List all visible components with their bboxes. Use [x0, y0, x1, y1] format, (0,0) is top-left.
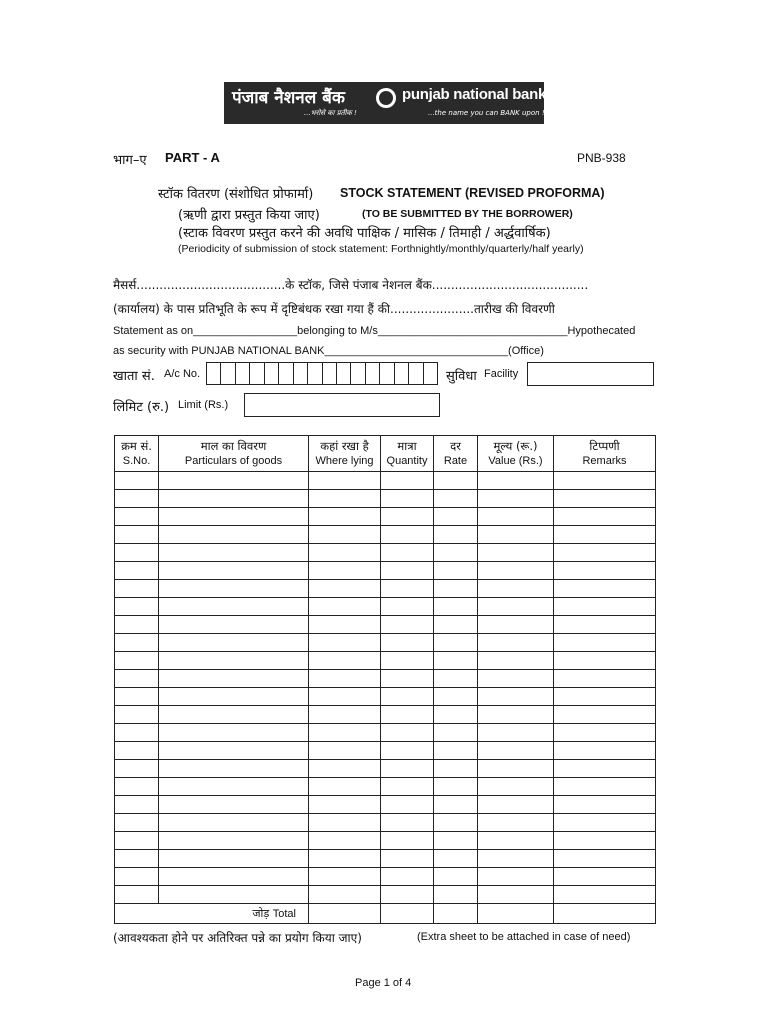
- table-cell[interactable]: [115, 544, 159, 562]
- table-cell[interactable]: [115, 526, 159, 544]
- limit-label-english: Limit (Rs.): [178, 399, 229, 411]
- logo-hindi-name: पंजाब नैशनल बैंक: [232, 88, 345, 108]
- table-cell[interactable]: [478, 688, 554, 706]
- table-cell[interactable]: [478, 634, 554, 652]
- table-cell[interactable]: [434, 598, 478, 616]
- security-line: as security with PUNJAB NATIONAL BANK______________________________(Office): [113, 345, 544, 357]
- table-cell[interactable]: [554, 544, 656, 562]
- table-cell[interactable]: [381, 760, 434, 778]
- table-cell[interactable]: [434, 796, 478, 814]
- table-row: [115, 868, 656, 886]
- table-cell[interactable]: [554, 490, 656, 508]
- table-row: [115, 670, 656, 688]
- table-cell[interactable]: [309, 472, 381, 490]
- table-cell[interactable]: [381, 796, 434, 814]
- table-cell[interactable]: [159, 850, 309, 868]
- table-cell[interactable]: [309, 742, 381, 760]
- table-cell[interactable]: [159, 526, 309, 544]
- table-cell[interactable]: [478, 886, 554, 904]
- table-cell[interactable]: [381, 508, 434, 526]
- table-cell[interactable]: [554, 688, 656, 706]
- table-cell[interactable]: [434, 472, 478, 490]
- table-row: [115, 580, 656, 598]
- table-cell[interactable]: [478, 670, 554, 688]
- table-cell[interactable]: [478, 490, 554, 508]
- table-cell[interactable]: [478, 760, 554, 778]
- account-label-english: A/c No.: [164, 368, 201, 380]
- table-cell[interactable]: [554, 634, 656, 652]
- table-cell[interactable]: [381, 724, 434, 742]
- table-cell[interactable]: [381, 706, 434, 724]
- table-cell[interactable]: [309, 634, 381, 652]
- table-cell[interactable]: [381, 850, 434, 868]
- table-cell[interactable]: [434, 508, 478, 526]
- page-number: Page 1 of 4: [355, 977, 412, 989]
- bank-logo: [224, 82, 547, 124]
- part-label-hindi: भाग–ए: [113, 153, 147, 168]
- table-cell[interactable]: [381, 544, 434, 562]
- title-hindi: स्टॉक वितरण (संशोधित प्रोफार्मा): [158, 187, 314, 202]
- table-cell[interactable]: [478, 616, 554, 634]
- table-cell[interactable]: [478, 742, 554, 760]
- table-cell[interactable]: [478, 724, 554, 742]
- table-row: [115, 652, 656, 670]
- table-cell[interactable]: [434, 742, 478, 760]
- logo-english-tagline: ...the name you can BANK upon !: [428, 109, 545, 117]
- table-cell[interactable]: [434, 670, 478, 688]
- total-label: जोड़ Total: [115, 904, 309, 924]
- table-cell[interactable]: [309, 778, 381, 796]
- table-cell[interactable]: [434, 688, 478, 706]
- table-cell[interactable]: [159, 634, 309, 652]
- table-cell[interactable]: [159, 832, 309, 850]
- account-label-hindi: खाता सं.: [113, 369, 155, 384]
- table-cell[interactable]: [381, 832, 434, 850]
- table-cell[interactable]: [115, 652, 159, 670]
- table-body: [115, 472, 656, 904]
- pnb-emblem-icon: [376, 88, 396, 108]
- table-row: [115, 760, 656, 778]
- table-cell[interactable]: [159, 544, 309, 562]
- table-cell[interactable]: [159, 562, 309, 580]
- office-line: (कार्यालय) के पास प्रतिभूति के रूप में दृष्टिबंधक रखा गया हैं की......................तारीख की विवरणी: [113, 302, 555, 316]
- table-cell[interactable]: [554, 616, 656, 634]
- table-cell[interactable]: [309, 868, 381, 886]
- table-cell[interactable]: [159, 742, 309, 760]
- table-cell[interactable]: [159, 814, 309, 832]
- table-row: [115, 832, 656, 850]
- table-row: [115, 850, 656, 868]
- table-cell[interactable]: [434, 526, 478, 544]
- table-cell[interactable]: [309, 814, 381, 832]
- table-cell[interactable]: [554, 508, 656, 526]
- table-cell[interactable]: [159, 472, 309, 490]
- table-cell[interactable]: [554, 760, 656, 778]
- table-cell[interactable]: [434, 706, 478, 724]
- table-cell[interactable]: [115, 670, 159, 688]
- table-cell[interactable]: [478, 508, 554, 526]
- table-cell[interactable]: [434, 724, 478, 742]
- table-cell[interactable]: [381, 490, 434, 508]
- col-header-sno: क्रम सं. S.No.: [115, 436, 159, 472]
- table-cell[interactable]: [381, 886, 434, 904]
- table-cell[interactable]: [159, 724, 309, 742]
- table-cell[interactable]: [115, 580, 159, 598]
- table-cell[interactable]: [159, 652, 309, 670]
- table-cell[interactable]: [478, 472, 554, 490]
- table-cell[interactable]: [554, 814, 656, 832]
- table-cell[interactable]: [115, 472, 159, 490]
- table-cell[interactable]: [434, 814, 478, 832]
- table-cell[interactable]: [309, 508, 381, 526]
- table-cell[interactable]: [159, 670, 309, 688]
- table-row: [115, 796, 656, 814]
- table-cell[interactable]: [381, 742, 434, 760]
- table-cell[interactable]: [159, 688, 309, 706]
- table-cell[interactable]: [478, 598, 554, 616]
- table-cell[interactable]: [309, 724, 381, 742]
- table-cell[interactable]: [478, 814, 554, 832]
- stock-table: [114, 435, 656, 924]
- table-cell[interactable]: [309, 886, 381, 904]
- subtitle-hindi: (ऋणी द्वारा प्रस्तुत किया जाए): [178, 208, 320, 223]
- total-cell[interactable]: [309, 904, 381, 924]
- table-cell[interactable]: [115, 832, 159, 850]
- table-cell[interactable]: [159, 508, 309, 526]
- table-cell[interactable]: [434, 580, 478, 598]
- col-header-rate: दर Rate: [434, 436, 478, 472]
- table-cell[interactable]: [309, 796, 381, 814]
- table-cell[interactable]: [159, 598, 309, 616]
- table-cell[interactable]: [381, 616, 434, 634]
- messrs-line: मैसर्स.......................................के स्टॉक, जिसे पंजाब नेशनल बैंक.........................................: [113, 278, 589, 292]
- extra-sheet-note-hindi: (आवश्यकता होने पर अतिरिक्त पन्ने का प्रयोग किया जाए): [113, 931, 362, 945]
- table-cell[interactable]: [434, 886, 478, 904]
- table-row: [115, 778, 656, 796]
- table-cell[interactable]: [309, 850, 381, 868]
- col-header-remarks: टिप्पणी Remarks: [554, 436, 656, 472]
- table-cell[interactable]: [554, 724, 656, 742]
- table-cell[interactable]: [159, 706, 309, 724]
- table-cell[interactable]: [309, 832, 381, 850]
- title-english: STOCK STATEMENT (REVISED PROFORMA): [340, 186, 605, 200]
- table-cell[interactable]: [381, 778, 434, 796]
- table-cell[interactable]: [381, 652, 434, 670]
- table-cell[interactable]: [554, 778, 656, 796]
- table-row: [115, 724, 656, 742]
- table-cell[interactable]: [434, 634, 478, 652]
- table-cell[interactable]: [309, 598, 381, 616]
- facility-label-hindi: सुविधा: [446, 369, 477, 384]
- table-cell[interactable]: [309, 760, 381, 778]
- table-cell[interactable]: [115, 634, 159, 652]
- table-cell[interactable]: [434, 778, 478, 796]
- table-row: [115, 544, 656, 562]
- table-cell[interactable]: [434, 868, 478, 886]
- table-cell[interactable]: [115, 814, 159, 832]
- table-header-row: [115, 436, 656, 472]
- table-cell[interactable]: [309, 562, 381, 580]
- table-cell[interactable]: [159, 760, 309, 778]
- col-header-where-lying: कहां रखा है Where lying: [309, 436, 381, 472]
- total-cell[interactable]: [381, 904, 434, 924]
- table-cell[interactable]: [381, 580, 434, 598]
- table-cell[interactable]: [381, 598, 434, 616]
- limit-field[interactable]: [244, 393, 440, 417]
- facility-label-english: Facility: [484, 368, 519, 380]
- account-number-field[interactable]: [206, 362, 438, 385]
- table-row: [115, 490, 656, 508]
- table-cell[interactable]: [478, 562, 554, 580]
- table-cell[interactable]: [309, 688, 381, 706]
- form-number: PNB-938: [577, 151, 626, 165]
- table-cell[interactable]: [434, 490, 478, 508]
- table-cell[interactable]: [115, 760, 159, 778]
- table-cell[interactable]: [478, 706, 554, 724]
- table-cell[interactable]: [115, 490, 159, 508]
- table-cell[interactable]: [554, 580, 656, 598]
- table-cell[interactable]: [554, 796, 656, 814]
- table-cell[interactable]: [159, 616, 309, 634]
- table-cell[interactable]: [309, 670, 381, 688]
- col-header-quantity: मात्रा Quantity: [381, 436, 434, 472]
- table-cell[interactable]: [115, 688, 159, 706]
- table-cell[interactable]: [309, 652, 381, 670]
- limit-label-hindi: लिमिट (रु.): [113, 400, 170, 415]
- table-cell[interactable]: [554, 832, 656, 850]
- table-cell[interactable]: [478, 544, 554, 562]
- statement-as-on-line: Statement as on_________________belonging to M/s_______________________________Hypothecated: [113, 325, 636, 337]
- table-row: [115, 634, 656, 652]
- table-cell[interactable]: [554, 472, 656, 490]
- table-cell[interactable]: [554, 526, 656, 544]
- table-cell[interactable]: [478, 832, 554, 850]
- table-row: [115, 616, 656, 634]
- subtitle-english: (TO BE SUBMITTED BY THE BORROWER): [362, 208, 573, 220]
- table-cell[interactable]: [159, 886, 309, 904]
- table-cell[interactable]: [478, 652, 554, 670]
- table-row: [115, 508, 656, 526]
- table-cell[interactable]: [381, 526, 434, 544]
- periodicity-english: (Periodicity of submission of stock statement: Forthnightly/monthly/quarterly/half yearly): [178, 243, 584, 255]
- extra-sheet-note-english: (Extra sheet to be attached in case of need): [417, 931, 631, 943]
- table-cell[interactable]: [478, 796, 554, 814]
- total-row: [115, 904, 656, 924]
- table-cell[interactable]: [478, 778, 554, 796]
- table-cell[interactable]: [554, 886, 656, 904]
- table-cell[interactable]: [309, 526, 381, 544]
- table-cell[interactable]: [309, 544, 381, 562]
- table-cell[interactable]: [554, 706, 656, 724]
- table-cell[interactable]: [381, 814, 434, 832]
- table-cell[interactable]: [115, 742, 159, 760]
- table-cell[interactable]: [309, 706, 381, 724]
- table-cell[interactable]: [554, 670, 656, 688]
- logo-english-name: punjab national bank: [402, 86, 547, 103]
- table-cell[interactable]: [554, 652, 656, 670]
- table-cell[interactable]: [159, 490, 309, 508]
- table-cell[interactable]: [554, 868, 656, 886]
- table-cell[interactable]: [434, 850, 478, 868]
- table-cell[interactable]: [309, 580, 381, 598]
- table-cell[interactable]: [115, 724, 159, 742]
- table-row: [115, 742, 656, 760]
- table-cell[interactable]: [554, 562, 656, 580]
- table-row: [115, 814, 656, 832]
- table-cell[interactable]: [434, 562, 478, 580]
- periodicity-hindi: (स्टाक विवरण प्रस्तुत करने की अवधि पाक्षिक / मासिक / तिमाही / अर्द्धवार्षिक): [178, 226, 551, 241]
- total-cell[interactable]: [434, 904, 478, 924]
- logo-hindi-tagline: ...भरोसे का प्रतीक !: [304, 109, 357, 117]
- total-cell[interactable]: [478, 904, 554, 924]
- table-cell[interactable]: [478, 526, 554, 544]
- table-row: [115, 526, 656, 544]
- table-cell[interactable]: [115, 778, 159, 796]
- table-row: [115, 688, 656, 706]
- table-cell[interactable]: [159, 778, 309, 796]
- facility-field[interactable]: [527, 362, 654, 386]
- table-cell[interactable]: [554, 850, 656, 868]
- table-cell[interactable]: [434, 544, 478, 562]
- table-cell[interactable]: [381, 634, 434, 652]
- table-cell[interactable]: [115, 868, 159, 886]
- total-cell[interactable]: [554, 904, 656, 924]
- table-cell[interactable]: [434, 832, 478, 850]
- table-cell[interactable]: [478, 580, 554, 598]
- table-cell[interactable]: [478, 850, 554, 868]
- table-row: [115, 886, 656, 904]
- table-cell[interactable]: [434, 616, 478, 634]
- table-cell[interactable]: [115, 508, 159, 526]
- col-header-value: मूल्य (रू.) Value (Rs.): [478, 436, 554, 472]
- table-cell[interactable]: [115, 706, 159, 724]
- table-cell[interactable]: [115, 562, 159, 580]
- table-cell[interactable]: [434, 652, 478, 670]
- table-cell[interactable]: [309, 490, 381, 508]
- table-cell[interactable]: [309, 616, 381, 634]
- table-cell[interactable]: [115, 886, 159, 904]
- table-cell[interactable]: [159, 868, 309, 886]
- table-row: [115, 472, 656, 490]
- table-cell[interactable]: [115, 796, 159, 814]
- table-cell[interactable]: [159, 796, 309, 814]
- table-cell[interactable]: [115, 850, 159, 868]
- table-cell[interactable]: [434, 760, 478, 778]
- table-cell[interactable]: [381, 868, 434, 886]
- table-cell[interactable]: [554, 598, 656, 616]
- table-row: [115, 562, 656, 580]
- table-cell[interactable]: [381, 472, 434, 490]
- part-label-english: PART - A: [165, 150, 220, 165]
- table-row: [115, 706, 656, 724]
- table-cell[interactable]: [115, 616, 159, 634]
- table-cell[interactable]: [381, 562, 434, 580]
- table-cell[interactable]: [381, 670, 434, 688]
- col-header-particulars: माल का विवरण Particulars of goods: [159, 436, 309, 472]
- table-row: [115, 598, 656, 616]
- table-cell[interactable]: [115, 598, 159, 616]
- table-cell[interactable]: [381, 688, 434, 706]
- table-cell[interactable]: [478, 868, 554, 886]
- table-cell[interactable]: [159, 580, 309, 598]
- table-cell[interactable]: [554, 742, 656, 760]
